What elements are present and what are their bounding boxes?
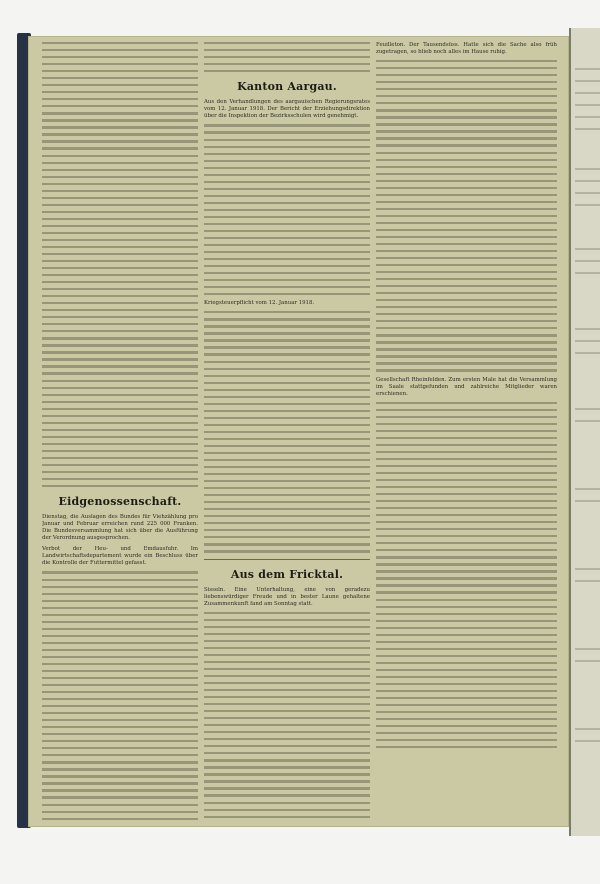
text-block xyxy=(376,60,557,372)
article-paragraph: Aus den Verhandlungen des aargauischen Regierungsrates vom 12. Januar 1918. Der Bericht der Erziehungsdirektion über die Inspektion der Bezirksschulen wird genehmigt. xyxy=(204,99,370,120)
text-block xyxy=(204,612,370,818)
article-paragraph: Gesellschaft Rheinfelden. Zum ersten Male hat die Versammlung im Saale stattgefunden und zahlreiche Mitglieder waren erschienen. xyxy=(376,376,557,397)
adjacent-page-edge xyxy=(569,28,600,836)
article-paragraph: Sisseln. Eine Unterhaltung, eine von geradezu liebenswürdiger Freude und in bester Laune gehaltene Zusammenkunft fand am Sonntag statt. xyxy=(204,586,370,607)
section-heading: Eidgenossenschaft. xyxy=(58,495,182,509)
article-paragraph: Feuilleton. Der Tausendsüss. Hatte sich die Sache also früh zugetragen, so blieb noch alles im Hause ruhig. xyxy=(376,42,557,56)
column-right xyxy=(376,42,557,821)
section-heading: Aus dem Fricktal. xyxy=(230,567,344,581)
text-block xyxy=(204,124,370,295)
column-left xyxy=(42,42,198,821)
text-block xyxy=(204,42,370,72)
section-heading: Kanton Aargau. xyxy=(237,80,337,94)
text-block xyxy=(376,402,557,749)
divider xyxy=(204,559,370,560)
column-middle xyxy=(204,42,370,821)
newspaper-page xyxy=(28,36,569,827)
text-block xyxy=(42,42,198,487)
text-block xyxy=(204,311,370,552)
article-paragraph: Verbot der Heu- und Emdausfuhr. Im Landwirtschaftsdepartement wurde ein Beschluss über die Kontrolle der Futtermittel gefasst. xyxy=(42,546,198,567)
article-paragraph: Kriegsteuerpflicht vom 12. Januar 1918. xyxy=(204,300,315,307)
text-block xyxy=(42,571,198,821)
article-paragraph: Dienstag, die Auslagen des Bundes für Viehzählung pro Januar und Februar erreichen rund 225 000 Franken. Die Bundesversammlung hat sich über die Ausführung der Verordnung ausgesprochen. xyxy=(42,514,198,542)
